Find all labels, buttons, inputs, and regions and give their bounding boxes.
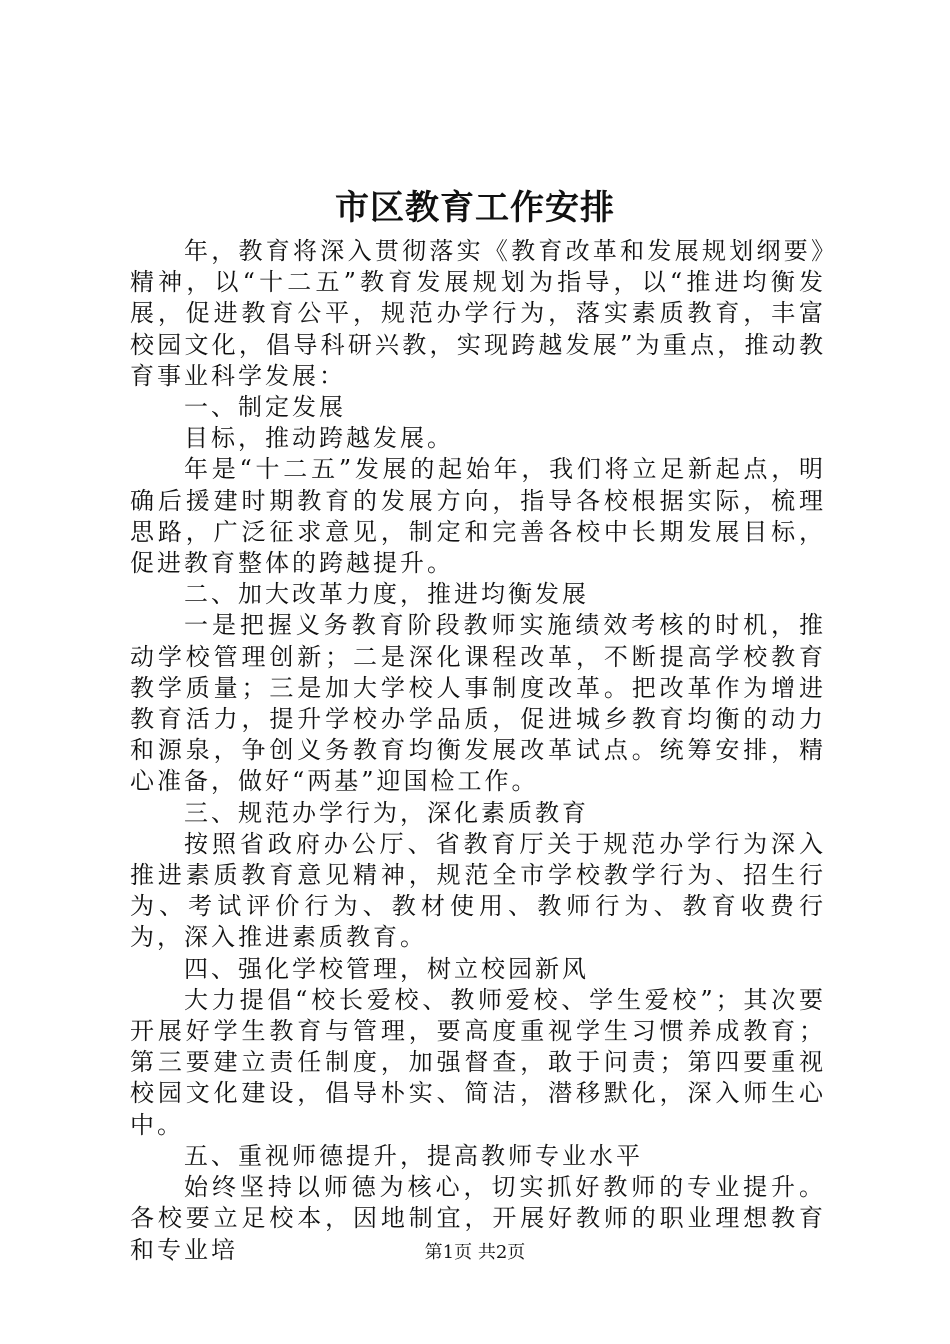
page-number-footer: 第1页 共2页	[424, 1242, 526, 1263]
document-body	[130, 236, 826, 1266]
paragraph-2-body: 一是把握义务教育阶段教师实施绩效考核的时机，推动学校管理创新；二是深化课程改革，不断提高学校教育教学质量；三是加大学校人事制度改革。把改革作为增进教育活力，提升学校办学品质，促进城乡教育均衡的动力和源泉，争创义务教育均衡发展改革试点。统筹安排，精心准备，做好“两基”迎国检工作。	[130, 611, 826, 796]
document-title: 市区教育工作安排	[335, 188, 615, 228]
section-heading-4: 四、强化学校管理，树立校园新风	[184, 954, 589, 983]
paragraph-3-body: 按照省政府办公厅、省教育厅关于规范办学行为深入推进素质教育意见精神，规范全市学校教学行为、招生行为、考试评价行为、教材使用、教师行为、教育收费行为，深入推进素质教育。	[130, 829, 826, 952]
paragraph-1-subtitle: 目标，推动跨越发展。	[184, 424, 454, 453]
section-heading-1: 一、制定发展	[184, 393, 346, 422]
paragraph-5-body: 始终坚持以师德为核心，切实抓好教师的专业提升。各校要立足校本，因地制宜，开展好教师的职业理想教育和专业培	[130, 1173, 826, 1264]
section-heading-3: 三、规范办学行为，深化素质教育	[184, 798, 589, 827]
paragraph-intro: 年，教育将深入贯彻落实《教育改革和发展规划纲要》精神，以“十二五”教育发展规划为指导，以“推进均衡发展，促进教育公平，规范办学行为，落实素质教育，丰富校园文化，倡导科研兴教，实现跨越发展”为重点，推动教育事业科学发展：	[130, 237, 826, 390]
section-heading-5: 五、重视师德提升，提高教师专业水平	[184, 1141, 643, 1170]
paragraph-1-body: 年是“十二五”发展的起始年，我们将立足新起点，明确后援建时期教育的发展方向，指导各校根据实际，梳理思路，广泛征求意见，制定和完善各校中长期发展目标，促进教育整体的跨越提升。	[130, 455, 826, 578]
section-heading-2: 二、加大改革力度，推进均衡发展	[184, 580, 589, 609]
paragraph-4-body: 大力提倡“校长爱校、教师爱校、学生爱校”；其次要开展好学生教育与管理，要高度重视学生习惯养成教育；第三要建立责任制度，加强督查，敢于问责；第四要重视校园文化建设，倡导朴实、简洁，潜移默化，深入师生心中。	[130, 985, 826, 1139]
